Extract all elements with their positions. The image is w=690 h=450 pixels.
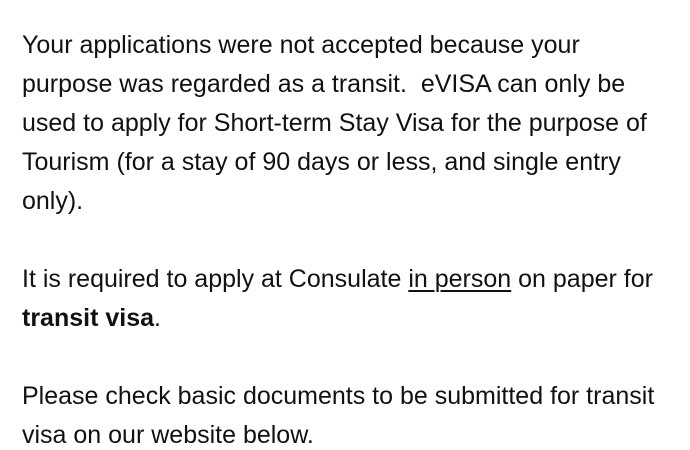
instruction-text-middle: on paper for bbox=[511, 265, 660, 293]
transit-visa-text: transit visa bbox=[22, 304, 155, 332]
instruction-text-end: . bbox=[154, 304, 161, 332]
instruction-text-start: It is required to apply at Consulate bbox=[22, 265, 409, 293]
in-person-text: in person bbox=[408, 265, 512, 293]
documents-paragraph: Please check basic documents to be submitted for transit visa on our website below. bbox=[22, 382, 662, 449]
consulate-instruction-paragraph bbox=[22, 260, 670, 338]
rejection-paragraph: Your applications were not accepted because your purpose was regarded as a transit. eVISA can only be used to apply for Short-term Stay Visa for the purpose of Tourism (for a stay of 90 days or less, and single entry only). bbox=[22, 31, 654, 215]
